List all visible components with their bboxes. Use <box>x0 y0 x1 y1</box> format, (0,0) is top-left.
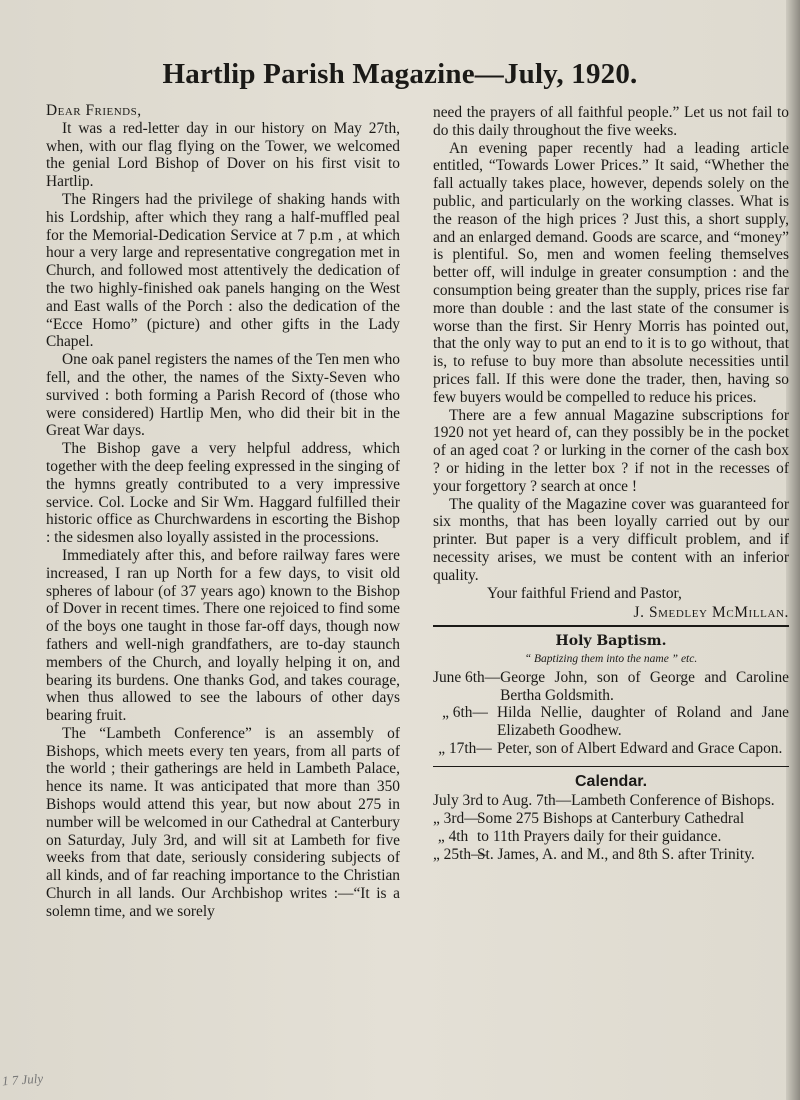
calendar-entry <box>433 828 789 846</box>
salutation: Dear Friends, <box>46 102 142 119</box>
calendar-entry <box>433 846 789 864</box>
paragraph: The “Lambeth Conference” is an assembly of Bishops, which meets every ten years, from all parts of the world ; their gatherings are held in Lambeth Palace, hence its name. It was anticipated that more than 350 Bishops would attend this year, but now about 275 in number will be welcomed in our Cathedral at Canterbury on Saturday, July 3rd, and will sit at Lambeth for five weeks from that date, seriously considering subjects of all kinds, and of far reaching importance to the Christian Church in all lands. Our Archbishop writes :—“It is a solemn time, and we sorely <box>46 724 400 920</box>
baptism-subheading: “ Baptizing them into the name ” etc. <box>524 652 698 665</box>
entry-text: Hilda Nellie, daughter of Roland and Jane Elizabeth Goodhew. <box>497 704 789 740</box>
entry-date: „ 4th <box>437 828 473 846</box>
entry-text: Some 275 Bishops at Canterbury Cathedral <box>477 810 745 828</box>
paragraph: Immediately after this, and before railway fares were increased, I ran up North for a few days, to visit old spheres of labour (of 37 years ago) known to the Bishop of Dover in recent times. There one rejoiced to find some of the boys one taught in those far-off days, though now fathers and well-nigh grandfathers, are to-day staunch members of the Church, and loyally helping it on, and bearing its burdens. One thanks God, and takes courage, when thus allowed to see the labours of other days bearing fruit. <box>46 546 400 725</box>
baptism-heading: Holy Baptism. <box>555 633 667 650</box>
baptism-entry <box>433 704 789 740</box>
paragraph: The quality of the Magazine cover was guaranteed for six months, that has been loyally carried out by our printer. But paper is a very difficult problem, and if necessity arises, we must be content with an inferior quality. <box>433 495 789 584</box>
entry-text: St. James, A. and M., and 8th S. after Trinity. <box>477 845 755 863</box>
entry-date: „ 6th— <box>442 704 488 722</box>
entry-date: July 3rd to Aug. 7th— <box>433 792 572 810</box>
entry-text: Peter, son of Albert Edward and Grace Capon. <box>497 739 783 757</box>
entry-text: to 11th Prayers daily for their guidance. <box>477 828 722 846</box>
entry-date: „ 3rd— <box>433 810 480 828</box>
paragraph: The Ringers had the privilege of shaking hands with his Lordship, after which they rang a half-muffled peal for the Memorial-Dedication Service at 7 p.m , at which hour a very large and representative congregation met in Church, and followed most attentively the dedication of the two highly-finished oak panels hanging on the West and East walls of the Porch : also the dedication of the “Ecce Homo” (picture) and other gifts in the Lady Chapel. <box>46 190 400 351</box>
entry-date: „ 17th— <box>438 739 492 757</box>
section-divider <box>433 625 789 627</box>
signoff: Your faithful Friend and Pastor, <box>487 584 682 602</box>
calendar-entry <box>433 792 789 810</box>
paragraph: need the prayers of all faithful people.” Let us not fail to do this daily throughout the five weeks. <box>433 104 789 139</box>
paragraph: It was a red-letter day in our history on May 27th, when, with our flag flying on the Tower, we welcomed the genial Lord Bishop of Dover on his first visit to Hartlip. <box>46 119 400 191</box>
signature: J. Smedley McMillan. <box>633 604 789 622</box>
paragraph: There are a few annual Magazine subscriptions for 1920 not yet heard of, can they possibly be in the pocket of an aged coat ? or lurking in the corner of the cash box ? or hiding in the letter box ? if not in the recesses of your forgettory ? search at once ! <box>433 406 789 495</box>
left-column <box>46 102 400 921</box>
entry-date: June 6th— <box>433 668 501 686</box>
baptism-entry <box>433 669 789 705</box>
page-title: Hartlip Parish Magazine—July, 1920. <box>162 58 638 90</box>
calendar-heading: Calendar. <box>574 772 648 790</box>
paragraph: The Bishop gave a very helpful address, which together with the deep feeling expressed in the singing of the hymns greatly contributed to a very impressive service. Col. Locke and Sir Wm. Haggard fulfilled their historic office as Churchwardens in escorting the Bishop : the sidesmen also loyally assisted in the processions. <box>46 440 400 547</box>
section-divider <box>433 766 789 767</box>
entry-text: George John, son of George and Caroline Bertha Goldsmith. <box>500 668 789 704</box>
calendar-entry <box>433 810 789 828</box>
right-column <box>433 104 789 864</box>
entry-text: Lambeth Conference of Bishops. <box>571 792 775 810</box>
paragraph: One oak panel registers the names of the Ten men who fell, and the other, the names of the Sixty-Seven who survived : both forming a Parish Record of (those who were considered) Hartlip Men, who did their bit in the Great War days. <box>46 351 400 440</box>
handwritten-margin-note: 1 7 July <box>1 1070 44 1089</box>
baptism-entry <box>433 740 789 758</box>
entry-date: „ 25th— <box>433 845 487 863</box>
paragraph: An evening paper recently had a leading article entitled, “Towards Lower Prices.” It said, “Whether the fall actually takes place, however, depends solely on the public, and particularly on the working classes. What is the reason of the high prices ? Just this, a short supply, and an enlarged demand. Goods are scarce, and “money” is plentiful. So, men and women feeling themselves better off, will indulge in greater consumption : and the consumption being greater than the supply, prices rise far more than double : and the last state of the consumer is worse than the first. Sir Henry Morris has pointed out, that the only way to put an end to it is to go without, that is, to refuse to buy more than absolute necessities until prices fall. If this were done the trader, then, having so few buyers would be compelled to reduce his prices. <box>433 139 789 406</box>
